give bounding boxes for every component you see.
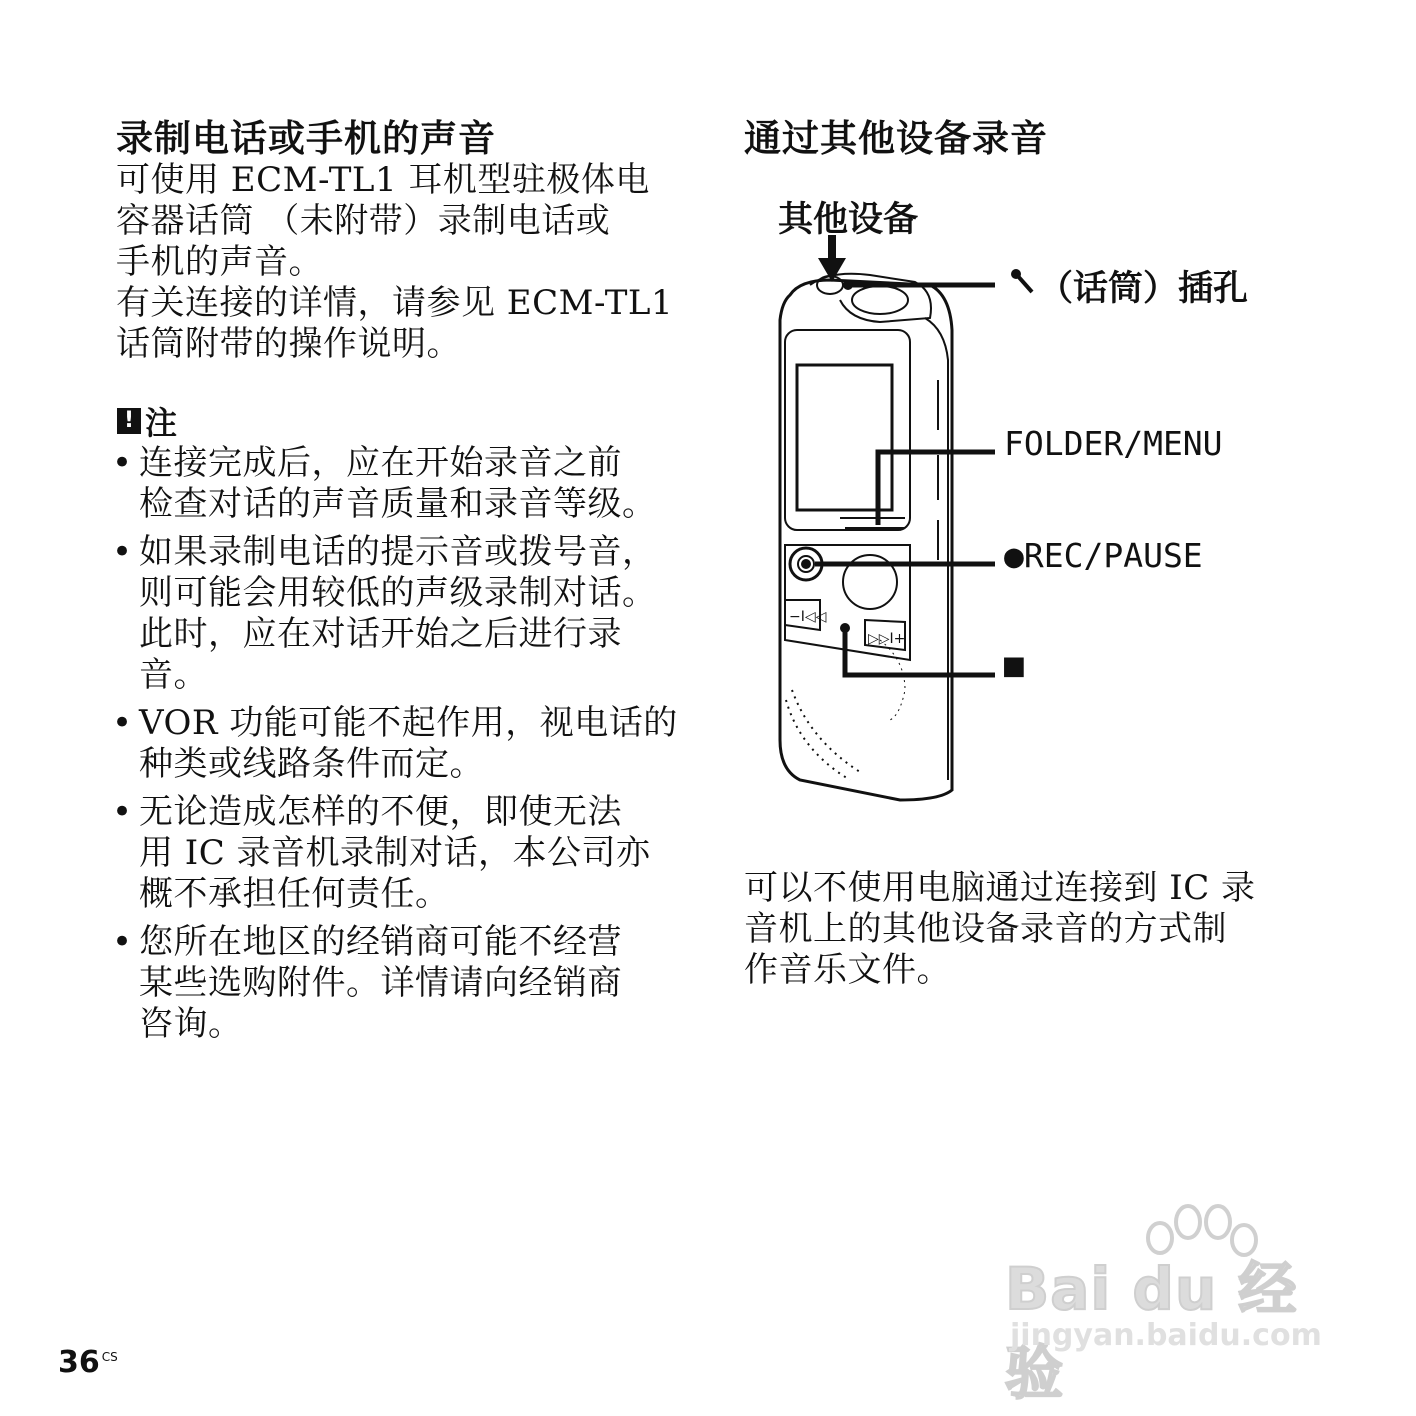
bullet: • bbox=[112, 922, 133, 962]
page-suffix: CS bbox=[101, 1350, 118, 1364]
top-mic bbox=[852, 286, 908, 314]
left-heading: 录制电话或手机的声音 bbox=[116, 117, 496, 160]
watermark-sub: jingyan.baidu.com bbox=[1010, 1318, 1322, 1353]
rec-pause-label: ●REC/PAUSE bbox=[1004, 536, 1203, 575]
prev-button-glyph: −I◁◁ bbox=[789, 609, 827, 625]
mic-jack-label: （话筒）插孔 bbox=[1038, 269, 1249, 309]
page-number-value: 36 bbox=[58, 1345, 100, 1380]
bullet: • bbox=[112, 443, 133, 483]
note-text: 连接完成后，应在开始录音之前 检查对话的声音质量和录音等级。 bbox=[139, 443, 657, 524]
page-number bbox=[58, 1345, 118, 1380]
stop-label: ■ bbox=[1004, 645, 1024, 684]
note-text: VOR 功能可能不起作用，视电话的 种类或线路条件而定。 bbox=[139, 703, 678, 784]
bullet: • bbox=[112, 792, 133, 832]
other-device-label: 其他设备 bbox=[778, 200, 919, 240]
right-paragraph: 可以不使用电脑通过连接到 IC 录 音机上的其他设备录音的方式制 作音乐文件。 bbox=[744, 868, 1256, 990]
recorder-body bbox=[780, 280, 952, 800]
next-button-glyph: ▷▷I+ bbox=[868, 631, 906, 647]
bullet: • bbox=[112, 703, 133, 743]
note-text: 如果录制电话的提示音或拨号音， 则可能会用较低的声级录制对话。 此时，应在对话开始之后进行录 音。 bbox=[139, 532, 657, 695]
folder-menu-label: FOLDER/MENU bbox=[1004, 424, 1223, 463]
baidu-watermark bbox=[1000, 1200, 1340, 1407]
microphone-icon bbox=[1011, 269, 1032, 292]
note-text: 您所在地区的经销商可能不经营 某些选购附件。详情请向经销商 咨询。 bbox=[139, 922, 622, 1044]
left-intro-paragraph: 可使用 ECM-TL1 耳机型驻极体电 容器话筒 （未附带）录制电话或 手机的声音。 有关连接的详情，请参见 ECM-TL1 话筒附带的操作说明。 bbox=[116, 160, 674, 364]
note-title: 注 bbox=[145, 404, 178, 442]
note-text: 无论造成怎样的不便，即使无法 用 IC 录音机录制对话，本公司亦 概不承担任何责任。 bbox=[139, 792, 651, 914]
right-heading: 通过其他设备录音 bbox=[744, 117, 1048, 160]
caution-icon: ! bbox=[117, 408, 141, 434]
bullet: • bbox=[112, 532, 133, 572]
watermark-main: Bai du 经验 bbox=[1005, 1255, 1298, 1407]
